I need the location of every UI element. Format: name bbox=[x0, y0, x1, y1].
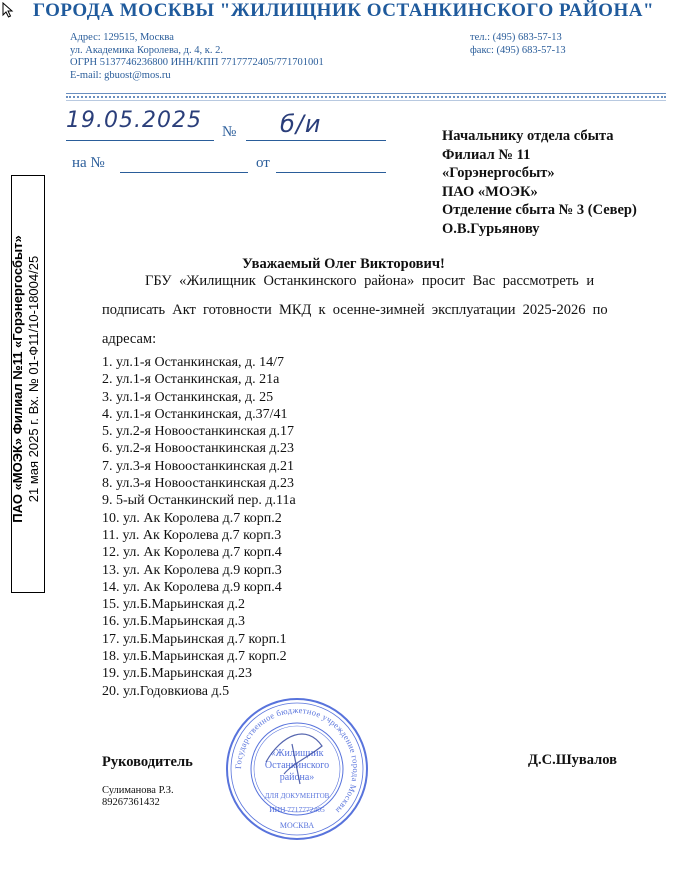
handwritten-date: 19.05.2025 bbox=[66, 108, 202, 133]
from-underline bbox=[276, 172, 386, 173]
letterhead-contacts bbox=[470, 32, 566, 57]
letterhead-address-block bbox=[70, 32, 324, 82]
organization-title: ГОРОДА МОСКВЫ "ЖИЛИЩНИК ОСТАНКИНСКОГО РАЙОНА" bbox=[32, 0, 655, 21]
seal-city-text: МОСКВА bbox=[279, 821, 315, 830]
signatory-name: Д.С.Шувалов bbox=[528, 752, 617, 768]
seal-inn-text: ИНН 7717772405 bbox=[269, 805, 325, 814]
header-divider bbox=[66, 93, 666, 94]
date-underline bbox=[66, 140, 214, 141]
recipient-line: Отделение сбыта № 3 (Север) bbox=[442, 202, 637, 218]
handwritten-number: б/и bbox=[280, 110, 322, 138]
list-item: 18. ул.Б.Марьинская д.7 корп.2 bbox=[102, 649, 287, 665]
list-item: 11. ул. Ак Королева д.7 корп.3 bbox=[102, 527, 282, 543]
list-item: 16. ул.Б.Марьинская д.3 bbox=[102, 614, 246, 630]
executor-block bbox=[102, 785, 174, 809]
body-line-2: подписать Акт готовности МКД к осенне-зимней эксплуатации 2025-2026 по bbox=[102, 302, 608, 318]
list-item: 4. ул.1-я Останкинская, д.37/41 bbox=[102, 406, 288, 422]
recipient-line: ПАО «МОЭК» bbox=[442, 183, 538, 200]
ogrn-line: ОГРН 5137746236800 ИНН/КПП 7717772405/771701001 bbox=[70, 57, 324, 68]
seal-center-line2: Останкинского bbox=[264, 760, 330, 771]
address-list bbox=[102, 354, 296, 700]
official-seal bbox=[222, 694, 372, 844]
recipient-block bbox=[442, 127, 637, 238]
incoming-stamp-text bbox=[10, 171, 42, 587]
executor-phone: 89267361432 bbox=[102, 797, 160, 808]
seal-ring-text: Государственное бюджетное учреждение города Москвы bbox=[232, 704, 362, 816]
number-underline bbox=[246, 140, 386, 141]
list-item: 12. ул. Ак Королева д.7 корп.4 bbox=[102, 545, 282, 561]
list-item: 14. ул. Ак Королева д.9 корп.4 bbox=[102, 579, 282, 595]
list-item: 17. ул.Б.Марьинская д.7 корп.1 bbox=[102, 631, 287, 647]
from-label: от bbox=[256, 155, 270, 171]
list-item: 19. ул.Б.Марьинская д.23 bbox=[102, 666, 253, 682]
list-item: 20. ул.Годовкиова д.5 bbox=[102, 683, 230, 699]
list-item: 6. ул.2-я Новоостанкинская д.23 bbox=[102, 441, 295, 457]
signatory-position: Руководитель bbox=[102, 754, 193, 770]
phone-line: тел.: (495) 683-57-13 bbox=[470, 32, 562, 43]
on-number-underline bbox=[120, 172, 248, 173]
on-number-label: на № bbox=[72, 155, 105, 171]
list-item: 7. ул.3-я Новоостанкинская д.21 bbox=[102, 458, 295, 474]
fax-line: факс: (495) 683-57-13 bbox=[470, 44, 566, 56]
street-line: ул. Академика Королева, д. 4, к. 2. bbox=[70, 44, 223, 56]
recipient-line: О.В.Гурьянову bbox=[442, 220, 540, 237]
email-line: E-mail: gbuost@mos.ru bbox=[70, 69, 171, 81]
list-item: 13. ул. Ак Королева д.9 корп.3 bbox=[102, 562, 282, 578]
list-item: 10. ул. Ак Королева д.7 корп.2 bbox=[102, 510, 282, 526]
greeting: Уважаемый Олег Викторович! bbox=[242, 256, 445, 272]
list-item: 3. ул.1-я Останкинская, д. 25 bbox=[102, 389, 274, 405]
list-item: 5. ул.2-я Новоостанкинская д.17 bbox=[102, 424, 295, 440]
list-item: 15. ул.Б.Марьинская д.2 bbox=[102, 597, 246, 613]
body-line-1: ГБУ «Жилищник Останкинского района» просит Вас рассмотреть и bbox=[145, 273, 595, 289]
number-label: № bbox=[222, 124, 237, 140]
executor-name: Сулиманова Р.З. bbox=[102, 785, 174, 796]
recipient-line: Филиал № 11 bbox=[442, 146, 531, 163]
seal-center-line1: «Жилищник bbox=[270, 748, 324, 759]
seal-band-text: ДЛЯ ДОКУМЕНТОВ bbox=[264, 792, 330, 800]
list-item: 2. ул.1-я Останкинская, д. 21а bbox=[102, 372, 280, 388]
header-divider-dotted bbox=[66, 96, 666, 98]
address-line: Адрес: 129515, Москва bbox=[70, 32, 174, 43]
seal-center-line3: района» bbox=[279, 772, 315, 783]
incoming-stamp-line2: 21 мая 2025 г. Вх. № 01-Ф11/10-18004/25 bbox=[26, 255, 41, 503]
recipient-line: Начальнику отдела сбыта bbox=[442, 128, 614, 144]
list-item: 8. ул.3-я Новоостанкинская д.23 bbox=[102, 476, 295, 492]
recipient-line: «Горэнергосбыт» bbox=[442, 165, 555, 181]
incoming-stamp-line1: ПАО «МОЭК» Филиал №11 «Горэнергосбыт» bbox=[10, 235, 25, 523]
list-item: 9. 5-ый Останкинский пер. д.11а bbox=[102, 493, 296, 509]
body-line-3: адресам: bbox=[102, 331, 157, 347]
list-item: 1. ул.1-я Останкинская, д. 14/7 bbox=[102, 355, 285, 370]
header-divider-light bbox=[66, 100, 666, 101]
